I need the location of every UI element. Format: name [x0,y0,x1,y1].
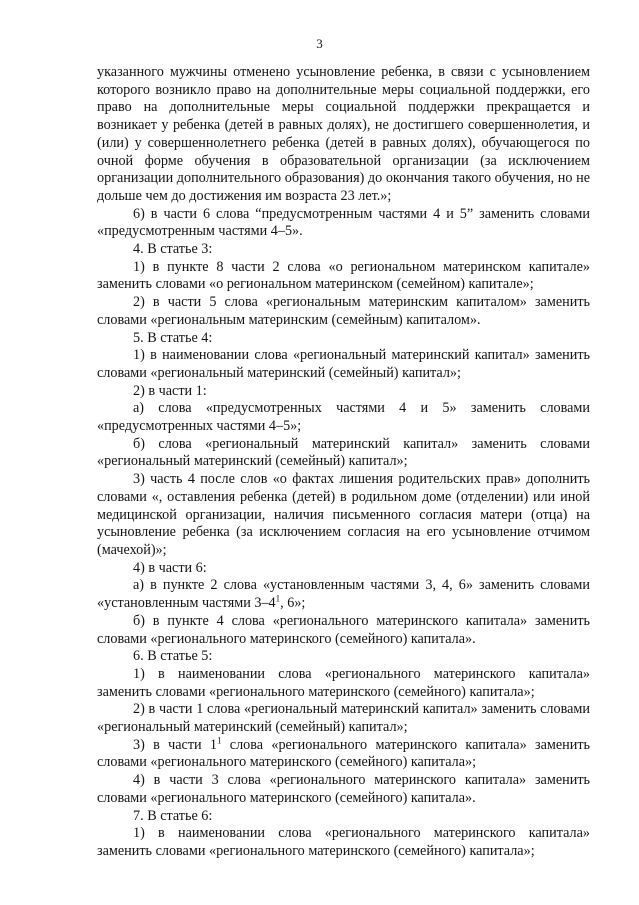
page-number: 3 [316,36,323,51]
paragraph: б) в пункте 4 слова «регионального материнского капитала» заменить словами «регионального материнского (семейного) капитала». [97,612,590,647]
paragraph: 1) в наименовании слова «региональный материнский капитал» заменить словами «региональный материнский (семейный) капитал»; [97,347,590,381]
paragraph-text: слова «регионального материнского капитала» заменить словами «регионального материнского (семейного) капитала»; [97,736,590,771]
paragraph: 7. В статье 6: [133,807,213,824]
paragraph: 4) в части 6: [133,559,207,576]
paragraph-text: а) в пункте 2 слова «установленным частями 3, 4, 6» заменить словами «установленным частями 3–4 [97,577,590,612]
document-body [97,64,590,861]
paragraph [97,577,590,612]
superscript: 1 [275,593,281,604]
paragraph: 2) в части 1: [133,382,207,399]
paragraph: а) слова «предусмотренных частями 4 и 5» заменить словами «предусмотренных частями 4–5»; [97,400,590,435]
paragraph: 4. В статье 3: [133,241,213,258]
paragraph: 2) в части 5 слова «региональным материнским капиталом» заменить словами «региональным материнским (семейным) капиталом». [97,294,590,328]
paragraph: 5. В статье 4: [133,329,213,346]
paragraph: 1) в пункте 8 части 2 слова «о региональном материнском капитале» заменить словами «о региональном материнском (семейном) капитале»; [97,258,590,293]
paragraph-text: 3) в части 1 [133,736,217,753]
paragraph: указанного мужчины отменено усыновление ребенка, в связи с усыновлением которого возникло право на дополнительные меры социальной поддержки, его право на дополнительные меры социальной поддержки прекращается и возникает у ребенка (детей в равных долях), не достигшего совершеннолетия, и (или) у совершеннолетнего ребенка (детей в равных долях), обучающегося по очной форме обучения в образовательной организации (за исключением организации дополнительного образования) до окончания такого обучения, но не дольше чем до достижения им возраста 23 лет.»; [97,64,590,204]
paragraph [97,734,590,772]
superscript: 1 [217,734,222,745]
paragraph-text: , 6»; [280,595,306,612]
paragraph: 2) в части 1 слова «региональный материнский капитал» заменить словами «региональный материнский (семейный) капитал»; [97,701,590,736]
paragraph: 6) в части 6 слова “предусмотренным частями 4 и 5” заменить словами «предусмотренным частями 4–5». [97,205,590,240]
paragraph: 6. В статье 5: [133,648,213,665]
paragraph: б) слова «региональный материнский капитал» заменить словами «региональный материнский (семейный) капитал»; [97,435,590,470]
paragraph: 4) в части 3 слова «регионального материнского капитала» заменить словами «регионального материнского (семейного) капитала». [97,772,590,806]
paragraph: 1) в наименовании слова «регионального материнского капитала» заменить словами «регионального материнского (семейного) капитала»; [97,665,590,700]
paragraph: 1) в наименовании слова «регионального материнского капитала» заменить словами «регионального материнского (семейного) капитала»; [97,825,590,859]
paragraph: 3) часть 4 после слов «о фактах лишения родительских прав» дополнить словами «, оставления ребенка (детей) в родильном доме (отделении) или иной медицинской организации, наличия письменного согласия матери (отца) на усыновление ребенка (за исключением согласия на его усыновление отчимом (мачехой)»; [97,471,590,558]
